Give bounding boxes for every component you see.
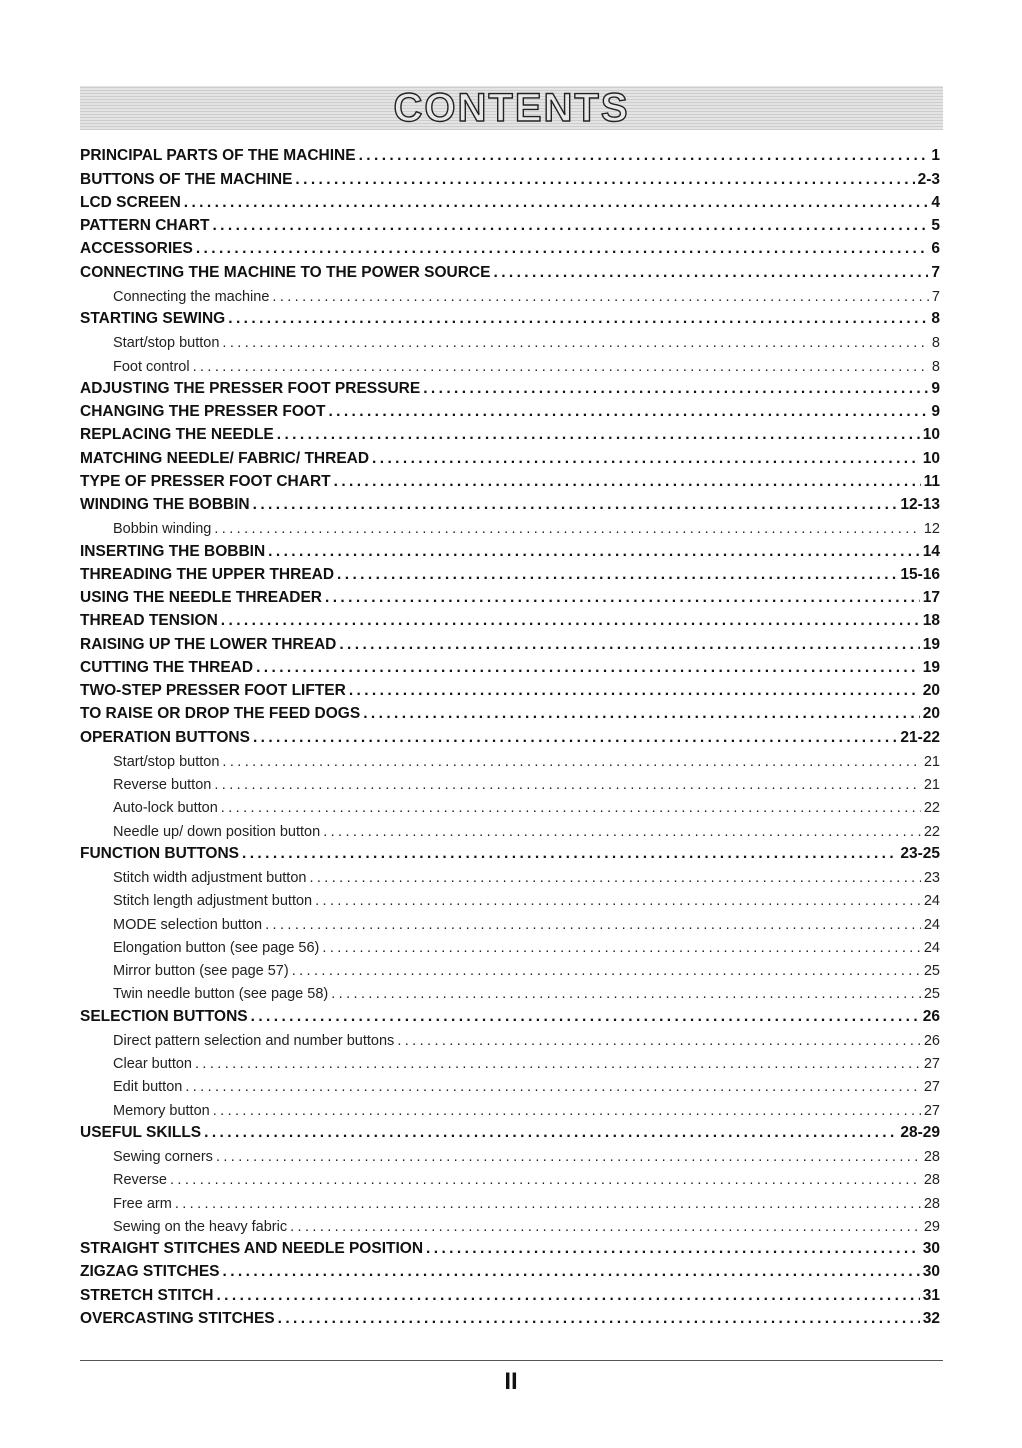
- dot-leader: [253, 729, 897, 747]
- toc-subsection-entry: [80, 1165, 940, 1188]
- toc-entry-page: 21: [923, 753, 940, 770]
- dot-leader: [337, 566, 897, 584]
- toc-entry-page: 29: [923, 1218, 940, 1235]
- dot-leader: [195, 1056, 921, 1072]
- toc-entry-page: 27: [923, 1056, 940, 1072]
- toc-entry-title: THREAD TENSION: [80, 612, 218, 630]
- toc-entry-title: USEFUL SKILLS: [80, 1123, 202, 1141]
- toc-entry-page: 10: [922, 426, 940, 444]
- toc-entry-page: 21: [923, 777, 940, 793]
- toc-entry-page: 22: [923, 823, 940, 840]
- toc-entry-page: 30: [922, 1240, 940, 1257]
- toc-entry-title: STRETCH STITCH: [80, 1286, 214, 1304]
- toc-subsection-entry: [80, 1188, 940, 1211]
- dot-leader: [292, 963, 921, 979]
- page-title: CONTENTS: [393, 86, 630, 130]
- dot-leader: [175, 1196, 921, 1212]
- toc-subsection-entry: [80, 514, 940, 537]
- dot-leader: [331, 986, 921, 1002]
- dot-leader: [216, 1287, 919, 1305]
- toc-entry-page: 26: [923, 1032, 940, 1049]
- toc-entry-page: 6: [931, 240, 940, 258]
- toc-section-entry: [80, 212, 940, 235]
- toc-subsection-entry: [80, 1212, 940, 1235]
- dot-leader: [278, 1310, 920, 1328]
- toc-section-entry: [80, 305, 940, 328]
- dot-leader: [193, 359, 929, 375]
- toc-entry-title: REPLACING THE NEEDLE: [80, 426, 274, 444]
- toc-entry-title: Twin needle button (see page 58): [113, 986, 329, 1003]
- toc-entry-page: 28: [923, 1172, 940, 1189]
- toc-entry-title: Reverse button: [113, 777, 212, 793]
- toc-section-entry: [80, 189, 940, 212]
- toc-entry-title: Free arm: [113, 1195, 172, 1212]
- toc-entry-title: OVERCASTING STITCHES: [80, 1309, 275, 1327]
- toc-section-entry: [80, 398, 940, 421]
- dot-leader: [325, 589, 920, 607]
- dot-leader: [265, 917, 921, 933]
- toc-section-entry: [80, 142, 940, 165]
- toc-entry-page: 24: [923, 916, 940, 933]
- dot-leader: [214, 521, 921, 537]
- toc-entry-page: 25: [923, 963, 940, 979]
- dot-leader: [290, 1219, 921, 1235]
- toc-entry-page: 28: [923, 1195, 940, 1212]
- toc-entry-page: 8: [931, 335, 940, 352]
- toc-section-entry: [80, 654, 940, 677]
- toc-entry-title: STRAIGHT STITCHES AND NEEDLE POSITION: [80, 1240, 424, 1257]
- toc-entry-page: 24: [923, 939, 940, 956]
- toc-section-entry: [80, 421, 940, 444]
- toc-section-entry: [80, 491, 940, 514]
- dot-leader: [363, 705, 920, 723]
- toc-entry-page: 31: [922, 1286, 940, 1304]
- toc-section-entry: [80, 444, 940, 467]
- dot-leader: [339, 636, 919, 654]
- dot-leader: [196, 240, 929, 258]
- toc-entry-title: OPERATION BUTTONS: [80, 728, 250, 746]
- toc-entry-title: CUTTING THE THREAD: [80, 658, 254, 676]
- toc-section-entry: [80, 1119, 940, 1142]
- toc-section-entry: [80, 1305, 940, 1328]
- toc-section-entry: [80, 165, 940, 188]
- toc-subsection-entry: [80, 770, 940, 793]
- toc-entry-page: 20: [922, 705, 940, 723]
- toc-entry-title: Stitch length adjustment button: [113, 893, 313, 910]
- dot-leader: [228, 310, 928, 328]
- toc-subsection-entry: [80, 282, 940, 305]
- dot-leader: [251, 1008, 920, 1026]
- toc-section-entry: [80, 723, 940, 746]
- toc-entry-page: 27: [923, 1102, 940, 1119]
- toc-entry-title: Direct pattern selection and number buttons: [113, 1032, 395, 1049]
- toc-subsection-entry: [80, 793, 940, 816]
- toc-entry-page: 2-3: [917, 170, 940, 188]
- dot-leader: [423, 380, 928, 398]
- toc-entry-title: Edit button: [113, 1079, 183, 1096]
- toc-entry-page: 19: [922, 658, 940, 676]
- toc-entry-page: 8: [931, 358, 940, 375]
- dot-leader: [309, 870, 920, 886]
- toc-entry-title: ZIGZAG STITCHES: [80, 1263, 220, 1281]
- toc-subsection-entry: [80, 933, 940, 956]
- dot-leader: [214, 777, 921, 793]
- toc-entry-title: TYPE OF PRESSER FOOT CHART: [80, 472, 331, 490]
- dot-leader: [170, 1172, 921, 1188]
- dot-leader: [242, 845, 897, 863]
- toc-subsection-entry: [80, 1095, 940, 1118]
- toc-entry-page: 10: [922, 449, 940, 467]
- toc-entry-page: 14: [922, 542, 940, 560]
- toc-entry-title: Sewing corners: [113, 1149, 213, 1165]
- toc-entry-title: Elongation button (see page 56): [113, 939, 320, 956]
- dot-leader: [315, 893, 921, 909]
- toc-entry-title: LCD SCREEN: [80, 193, 181, 211]
- toc-subsection-entry: [80, 1026, 940, 1049]
- toc-subsection-entry: [80, 956, 940, 979]
- toc-entry-page: 28: [923, 1149, 940, 1165]
- toc-section-entry: [80, 630, 940, 653]
- toc-entry-title: Foot control: [113, 358, 190, 375]
- toc-entry-title: USING THE NEEDLE THREADER: [80, 589, 322, 606]
- dot-leader: [277, 426, 920, 444]
- toc-section-entry: [80, 700, 940, 723]
- dot-leader: [328, 403, 928, 421]
- toc-entry-page: 12-13: [900, 496, 940, 513]
- toc-entry-title: Clear button: [113, 1056, 192, 1072]
- toc-entry-page: 15-16: [900, 565, 940, 583]
- toc-entry-page: 9: [931, 379, 940, 397]
- toc-entry-title: Start/stop button: [113, 335, 220, 352]
- toc-entry-title: Stitch width adjustment button: [113, 870, 307, 886]
- toc-section-entry: [80, 584, 940, 607]
- dot-leader: [221, 612, 920, 630]
- dot-leader: [334, 473, 921, 491]
- toc-section-entry: [80, 468, 940, 491]
- dot-leader: [268, 543, 920, 561]
- toc-entry-page: 5: [931, 217, 940, 234]
- dot-leader: [372, 450, 920, 468]
- toc-entry-page: 1: [931, 147, 940, 165]
- toc-entry-title: Needle up/ down position button: [113, 823, 321, 840]
- dot-leader: [216, 1149, 921, 1165]
- toc-section-entry: [80, 537, 940, 560]
- toc-entry-title: MODE selection button: [113, 916, 263, 933]
- toc-entry-page: 23-25: [900, 844, 940, 862]
- toc-entry-page: 9: [931, 403, 940, 420]
- toc-entry-page: 8: [931, 310, 940, 327]
- dot-leader: [493, 264, 928, 282]
- dot-leader: [212, 217, 928, 235]
- page-number: II: [504, 1368, 518, 1395]
- dot-leader: [322, 940, 920, 956]
- dot-leader: [222, 754, 920, 770]
- toc-entry-page: 4: [931, 193, 940, 211]
- dot-leader: [426, 1240, 920, 1258]
- toc-entry-title: Connecting the machine: [113, 288, 270, 305]
- toc-entry-title: TO RAISE OR DROP THE FEED DOGS: [80, 705, 361, 723]
- toc-entry-title: ACCESSORIES: [80, 240, 193, 258]
- dot-leader: [204, 1124, 897, 1142]
- toc-subsection-entry: [80, 816, 940, 839]
- toc-section-entry: [80, 840, 940, 863]
- dot-leader: [221, 800, 921, 816]
- toc-entry-page: 23: [923, 870, 940, 886]
- toc-subsection-entry: [80, 1049, 940, 1072]
- dot-leader: [213, 1103, 921, 1119]
- toc-subsection-entry: [80, 1072, 940, 1095]
- toc-subsection-entry: [80, 747, 940, 770]
- toc-entry-title: Mirror button (see page 57): [113, 963, 289, 979]
- table-of-contents: [80, 142, 940, 1328]
- dot-leader: [359, 147, 929, 165]
- contents-banner: [80, 86, 943, 130]
- toc-entry-title: CONNECTING THE MACHINE TO THE POWER SOURCE: [80, 263, 491, 281]
- toc-section-entry: [80, 1235, 940, 1258]
- toc-entry-page: 30: [922, 1263, 940, 1281]
- toc-entry-page: 12: [923, 521, 940, 538]
- toc-entry-title: CHANGING THE PRESSER FOOT: [80, 403, 326, 420]
- dot-leader: [223, 1263, 920, 1281]
- toc-entry-title: Start/stop button: [113, 753, 220, 770]
- toc-entry-page: 19: [922, 635, 940, 653]
- toc-section-entry: [80, 375, 940, 398]
- toc-subsection-entry: [80, 351, 940, 374]
- toc-entry-title: Sewing on the heavy fabric: [113, 1218, 288, 1235]
- dot-leader: [256, 659, 920, 677]
- toc-entry-page: 18: [922, 612, 940, 630]
- toc-entry-title: MATCHING NEEDLE/ FABRIC/ THREAD: [80, 449, 370, 467]
- dot-leader: [253, 496, 898, 514]
- toc-subsection-entry: [80, 1142, 940, 1165]
- toc-section-entry: [80, 235, 940, 258]
- toc-entry-title: Reverse: [113, 1172, 167, 1189]
- toc-subsection-entry: [80, 886, 940, 909]
- toc-entry-page: 11: [923, 472, 940, 490]
- toc-entry-title: WINDING THE BOBBIN: [80, 496, 250, 513]
- toc-entry-page: 22: [923, 800, 940, 817]
- toc-entry-page: 25: [923, 986, 940, 1003]
- toc-entry-title: RAISING UP THE LOWER THREAD: [80, 635, 337, 653]
- toc-entry-title: INSERTING THE BOBBIN: [80, 542, 266, 560]
- toc-section-entry: [80, 1281, 940, 1304]
- dot-leader: [323, 824, 921, 840]
- dot-leader: [272, 289, 929, 305]
- toc-entry-title: PRINCIPAL PARTS OF THE MACHINE: [80, 147, 356, 165]
- toc-entry-page: 32: [922, 1309, 940, 1327]
- toc-section-entry: [80, 258, 940, 281]
- dot-leader: [295, 171, 914, 189]
- toc-section-entry: [80, 1002, 940, 1025]
- dot-leader: [185, 1079, 921, 1095]
- toc-entry-page: 26: [922, 1007, 940, 1025]
- toc-entry-page: 7: [931, 263, 940, 281]
- dot-leader: [222, 335, 929, 351]
- toc-subsection-entry: [80, 979, 940, 1002]
- toc-entry-page: 7: [931, 288, 940, 305]
- toc-entry-title: PATTERN CHART: [80, 217, 210, 234]
- dot-leader: [397, 1033, 921, 1049]
- toc-section-entry: [80, 561, 940, 584]
- toc-entry-title: Bobbin winding: [113, 521, 212, 538]
- toc-section-entry: [80, 677, 940, 700]
- toc-entry-page: 27: [923, 1079, 940, 1096]
- dot-leader: [349, 682, 920, 700]
- toc-entry-page: 21-22: [900, 728, 940, 746]
- toc-entry-page: 28-29: [900, 1123, 940, 1141]
- toc-subsection-entry: [80, 328, 940, 351]
- toc-entry-page: 17: [922, 589, 940, 606]
- toc-subsection-entry: [80, 909, 940, 932]
- toc-entry-title: Memory button: [113, 1102, 210, 1119]
- toc-entry-title: Auto-lock button: [113, 800, 218, 817]
- toc-entry-page: 20: [922, 682, 940, 699]
- toc-entry-title: ADJUSTING THE PRESSER FOOT PRESSURE: [80, 379, 421, 397]
- toc-entry-title: FUNCTION BUTTONS: [80, 844, 240, 862]
- toc-section-entry: [80, 1258, 940, 1281]
- toc-entry-title: TWO-STEP PRESSER FOOT LIFTER: [80, 682, 346, 699]
- toc-section-entry: [80, 607, 940, 630]
- footer-divider: [80, 1360, 943, 1361]
- toc-entry-title: SELECTION BUTTONS: [80, 1007, 248, 1025]
- toc-entry-title: BUTTONS OF THE MACHINE: [80, 170, 293, 188]
- toc-entry-page: 24: [923, 893, 940, 910]
- dot-leader: [184, 194, 929, 212]
- toc-subsection-entry: [80, 863, 940, 886]
- toc-entry-title: THREADING THE UPPER THREAD: [80, 565, 335, 583]
- toc-entry-title: STARTING SEWING: [80, 310, 226, 327]
